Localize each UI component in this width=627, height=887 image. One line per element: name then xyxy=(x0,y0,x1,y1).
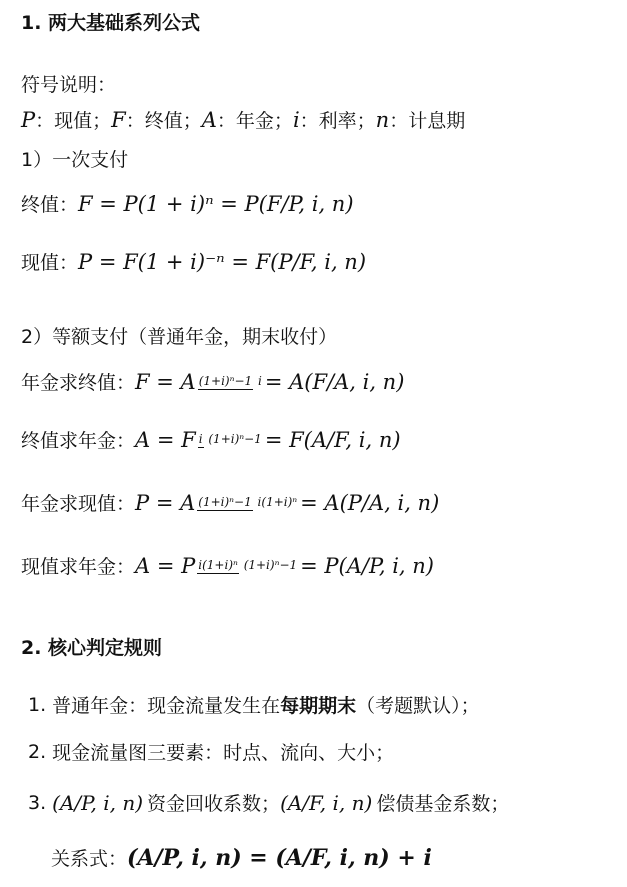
present-value-formula: P = F(1 + i)⁻ⁿ = F(P/F, i, n) xyxy=(78,249,367,274)
rule-item-3-formula-1: (A/P, i, n) xyxy=(52,790,144,815)
rule-item-1-text-post: （考题默认）； xyxy=(356,695,480,717)
pv-annuity-row xyxy=(21,552,434,579)
rule-item-2-text: 现金流量图三要素：时点、流向、大小； xyxy=(52,742,395,764)
fv-annuity-row xyxy=(21,426,401,453)
annuity-fv-label: 年金求终值： xyxy=(21,372,136,394)
rule-item-3-text-2: 偿债基金系数； xyxy=(376,793,510,815)
symbol-p-desc: ：现值； xyxy=(35,110,112,132)
symbol-p: P xyxy=(21,107,36,132)
future-value-row xyxy=(21,190,354,217)
annuity-pv-rhs: = A(P/A, i, n) xyxy=(300,490,440,515)
present-value-row xyxy=(21,248,366,275)
fv-annuity-numerator: i xyxy=(198,431,203,446)
symbols-label: 符号说明： xyxy=(21,74,117,96)
symbol-n: n xyxy=(375,107,390,132)
relation-label: 关系式： xyxy=(51,848,128,870)
section-1-heading: 1. 两大基础系列公式 xyxy=(21,12,201,34)
pv-annuity-numerator: i(1+i)ⁿ xyxy=(198,557,238,572)
future-value-formula: F = P(1 + i)ⁿ = P(F/P, i, n) xyxy=(78,191,354,216)
pv-annuity-formula xyxy=(135,554,434,578)
subheading-annuity: 2）等额支付（普通年金，期末收付） xyxy=(21,326,338,348)
rule-item-3 xyxy=(28,789,509,816)
present-value-label: 现值： xyxy=(21,252,79,274)
pv-annuity-label: 现值求年金： xyxy=(21,556,136,578)
future-value-label: 终值： xyxy=(21,194,79,216)
annuity-pv-numerator: (1+i)ⁿ−1 xyxy=(198,494,252,509)
subheading-single-payment: 1）一次支付 xyxy=(21,149,129,171)
annuity-fv-lhs: F = A xyxy=(135,369,196,394)
symbol-f-desc: ：终值； xyxy=(125,110,202,132)
symbol-i-desc: ：利率； xyxy=(299,110,376,132)
annuity-fv-rhs: = A(F/A, i, n) xyxy=(264,369,405,394)
annuity-pv-fraction xyxy=(197,495,298,511)
symbols-line xyxy=(21,106,465,133)
symbol-a: A xyxy=(201,107,217,132)
annuity-pv-lhs: P = A xyxy=(135,490,196,515)
pv-annuity-denominator: (1+i)ⁿ−1 xyxy=(243,557,298,572)
relation-formula: (A/P, i, n) = (A/F, i, n) + i xyxy=(127,844,432,871)
rule-item-1-number: 1. xyxy=(28,693,47,716)
rule-item-2-number: 2. xyxy=(28,740,47,763)
fv-annuity-rhs: = F(A/F, i, n) xyxy=(264,427,401,452)
rule-item-1-text-pre: 普通年金：现金流量发生在 xyxy=(52,695,281,717)
symbol-i: i xyxy=(292,107,300,132)
rule-item-3-number: 3. xyxy=(28,791,47,814)
annuity-pv-label: 年金求现值： xyxy=(21,493,136,515)
annuity-fv-row xyxy=(21,368,404,395)
rule-item-2 xyxy=(28,738,394,765)
relation-row xyxy=(51,844,432,871)
annuity-pv-denominator: i(1+i)ⁿ xyxy=(257,494,298,509)
fv-annuity-fraction xyxy=(198,432,263,448)
annuity-fv-numerator: (1+i)ⁿ−1 xyxy=(198,373,253,388)
pv-annuity-rhs: = P(A/P, i, n) xyxy=(300,553,434,578)
section-2-heading: 2. 核心判定规则 xyxy=(21,637,163,659)
pv-annuity-lhs: A = P xyxy=(135,553,196,578)
rule-item-1-emphasis: 每期期末 xyxy=(280,695,357,717)
fv-annuity-label: 终值求年金： xyxy=(21,430,136,452)
rule-item-3-formula-2: (A/F, i, n) xyxy=(280,790,373,815)
annuity-fv-fraction xyxy=(198,374,263,390)
symbol-f: F xyxy=(111,107,126,132)
annuity-pv-formula xyxy=(135,491,439,515)
fv-annuity-lhs: A = F xyxy=(135,427,196,452)
annuity-fv-formula xyxy=(135,370,404,394)
annuity-fv-denominator: i xyxy=(257,373,262,388)
annuity-pv-row xyxy=(21,489,439,516)
symbol-a-desc: ：年金； xyxy=(216,110,293,132)
pv-annuity-fraction xyxy=(197,558,298,574)
rule-item-1 xyxy=(28,691,480,718)
fv-annuity-denominator: (1+i)ⁿ−1 xyxy=(208,431,262,446)
fv-annuity-formula xyxy=(135,428,401,452)
symbol-n-desc: ：计息期 xyxy=(389,110,466,132)
rule-item-3-text-1: 资金回收系数； xyxy=(147,793,281,815)
